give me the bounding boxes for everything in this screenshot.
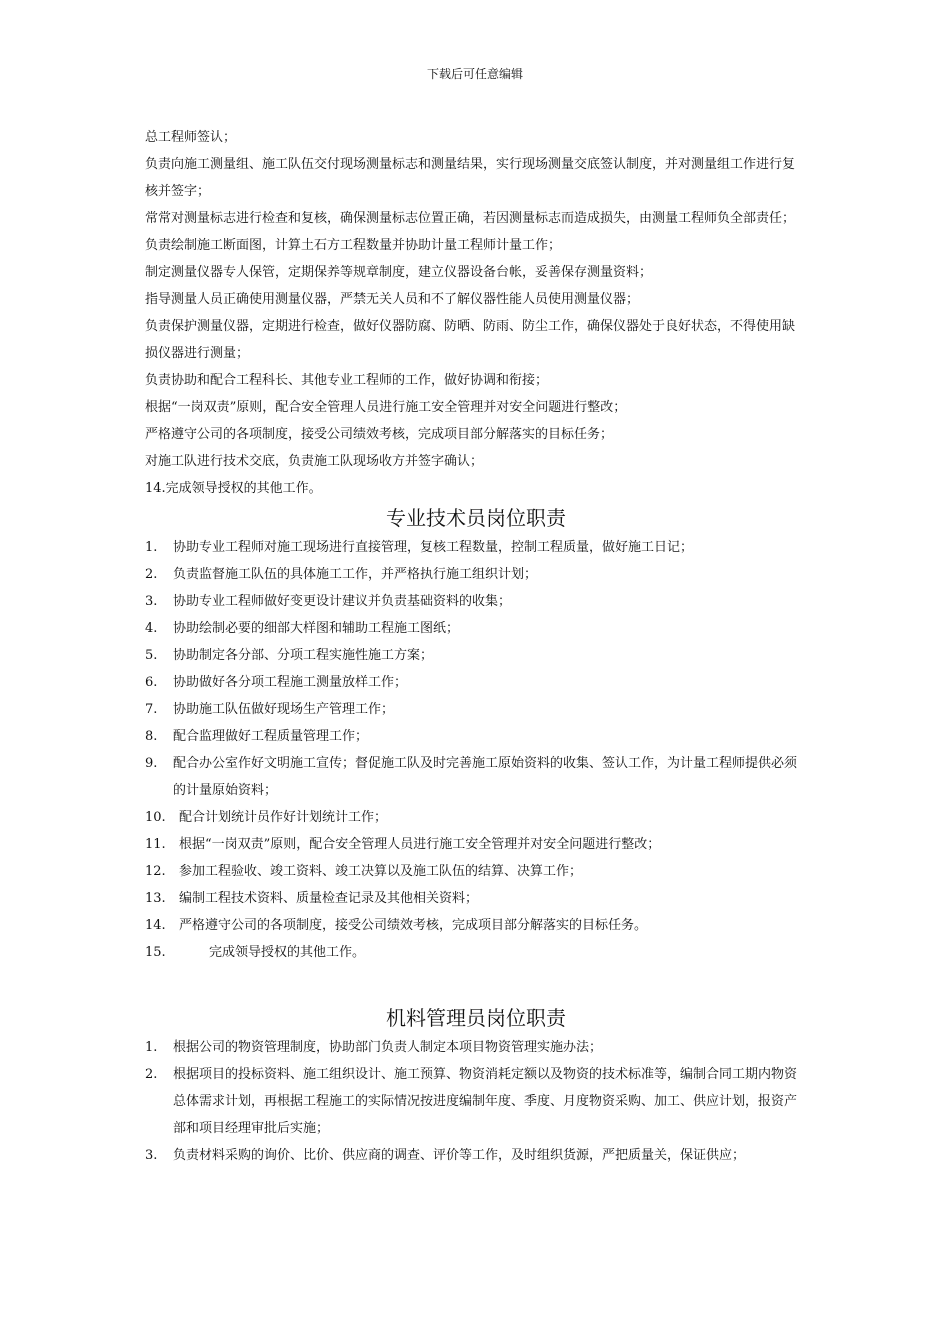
item-text: 协助绘制必要的细部大样图和辅助工程施工图纸； [173,621,460,636]
item-number: 12. [145,864,166,879]
item-number: 6. [145,675,158,690]
page-header: 下载后可任意编辑 [426,67,523,81]
list-item [145,831,807,858]
item-text: 配合监理做好工程质量管理工作； [173,729,369,744]
list-item: 严格遵守公司的各项制度，接受公司绩效考核，完成项目部分解落实的目标任务； [145,427,614,442]
technician-duties-list [145,534,807,966]
item-number: 3. [145,594,158,609]
item-text: 配合办公室作好文明施工宣传；督促施工队及时完善施工原始资料的收集、签认工作，为计量工程师提供必须的计量原始资料； [173,756,798,798]
item-text: 协助专业工程师做好变更设计建议并负责基础资料的收集； [173,594,512,609]
item-text: 协助专业工程师对施工现场进行直接管理，复核工程数量，控制工程质量，做好施工日记； [173,540,694,555]
list-item: 负责保护测量仪器，定期进行检查，做好仪器防腐、防晒、防雨、防尘工作，确保仪器处于良好状态，不得使用缺损仪器进行测量； [145,319,796,361]
item-text: 根据“一岗双责”原则，配合安全管理人员进行施工安全管理并对安全问题进行整改； [179,837,661,852]
item-number: 5. [145,648,158,663]
list-item: 负责协助和配合工程科长、其他专业工程师的工作，做好协调和衔接； [145,373,549,388]
item-number: 2. [145,567,158,582]
list-item: 常常对测量标志进行检查和复核，确保测量标志位置正确，若因测量标志而造成损失，由测量工程师负全部责任； [145,211,796,226]
item-number: 14. [145,918,166,933]
list-item: 制定测量仪器专人保管，定期保养等规章制度，建立仪器设备台帐，妥善保存测量资料； [145,265,653,280]
item-text: 完成领导授权的其他工作。 [209,945,366,960]
item-text: 编制工程技术资料、质量检查记录及其他相关资料； [179,891,479,906]
list-item [145,696,807,723]
list-item: 对施工队进行技术交底，负责施工队现场收方并签字确认； [145,454,484,469]
item-text: 负责材料采购的询价、比价、供应商的调查、评价等工作，及时组织货源，严把质量关，保证供应； [173,1148,746,1163]
material-section-title: 机料管理员岗位职责 [386,1006,566,1030]
list-item: 负责向施工测量组、施工队伍交付现场测量标志和测量结果，实行现场测量交底签认制度，并对测量组工作进行复核并签字； [145,157,796,199]
material-duties-list [145,1034,807,1169]
document-body [145,124,807,1169]
item-number: 13. [145,891,166,906]
technician-section-title: 专业技术员岗位职责 [386,506,566,530]
list-item [145,1061,807,1142]
item-text: 根据项目的投标资料、施工组织设计、施工预算、物资消耗定额以及物资的技术标准等，编制合同工期内物资总体需求计划，再根据工程施工的实际情况按进度编制年度、季度、月度物资采购、加工、供应计划，报资产部和项目经理审批后实施； [173,1067,798,1136]
item-number: 1. [145,540,158,555]
section-spacer [145,966,807,1002]
item-number: 7. [145,702,158,717]
item-number: 1. [145,1040,158,1055]
item-text: 协助施工队伍做好现场生产管理工作； [173,702,395,717]
list-item [145,912,807,939]
item-number: 15. [145,945,166,960]
list-item [145,723,807,750]
list-item: 指导测量人员正确使用测量仪器，严禁无关人员和不了解仪器性能人员使用测量仪器； [145,292,640,307]
list-item [145,804,807,831]
list-item [145,750,807,804]
item-text: 协助制定各分部、分项工程实施性施工方案； [173,648,434,663]
item-text: 严格遵守公司的各项制度，接受公司绩效考核，完成项目部分解落实的目标任务。 [179,918,648,933]
list-item [145,939,807,966]
item-text: 协助做好各分项工程施工测量放样工作； [173,675,408,690]
item-text: 参加工程验收、竣工资料、竣工决算以及施工队伍的结算、决算工作； [179,864,583,879]
list-item [145,858,807,885]
item-text: 负责监督施工队伍的具体施工工作，并严格执行施工组织计划； [173,567,538,582]
list-item [145,561,807,588]
item-number: 3. [145,1148,158,1163]
item-text: 配合计划统计员作好计划统计工作； [179,810,388,825]
list-item [145,615,807,642]
list-item [145,534,807,561]
item-number: 8. [145,729,158,744]
item-number: 10. [145,810,166,825]
list-item: 根据“一岗双责”原则，配合安全管理人员进行施工安全管理并对安全问题进行整改； [145,400,627,415]
item-number: 11. [145,837,166,852]
list-item [145,1142,807,1169]
item-number: 2. [145,1067,158,1082]
list-item [145,1034,807,1061]
list-item: 负责绘制施工断面图，计算土石方工程数量并协助计量工程师计量工作； [145,238,562,253]
list-item [145,669,807,696]
engineer-duties-list [145,124,807,502]
list-item [145,642,807,669]
list-item: 总工程师签认； [145,130,237,145]
item-number: 9. [145,756,158,771]
item-number: 4. [145,621,158,636]
list-item: 14.完成领导授权的其他工作。 [145,481,322,496]
list-item [145,885,807,912]
item-text: 根据公司的物资管理制度，协助部门负责人制定本项目物资管理实施办法； [173,1040,603,1055]
list-item [145,588,807,615]
